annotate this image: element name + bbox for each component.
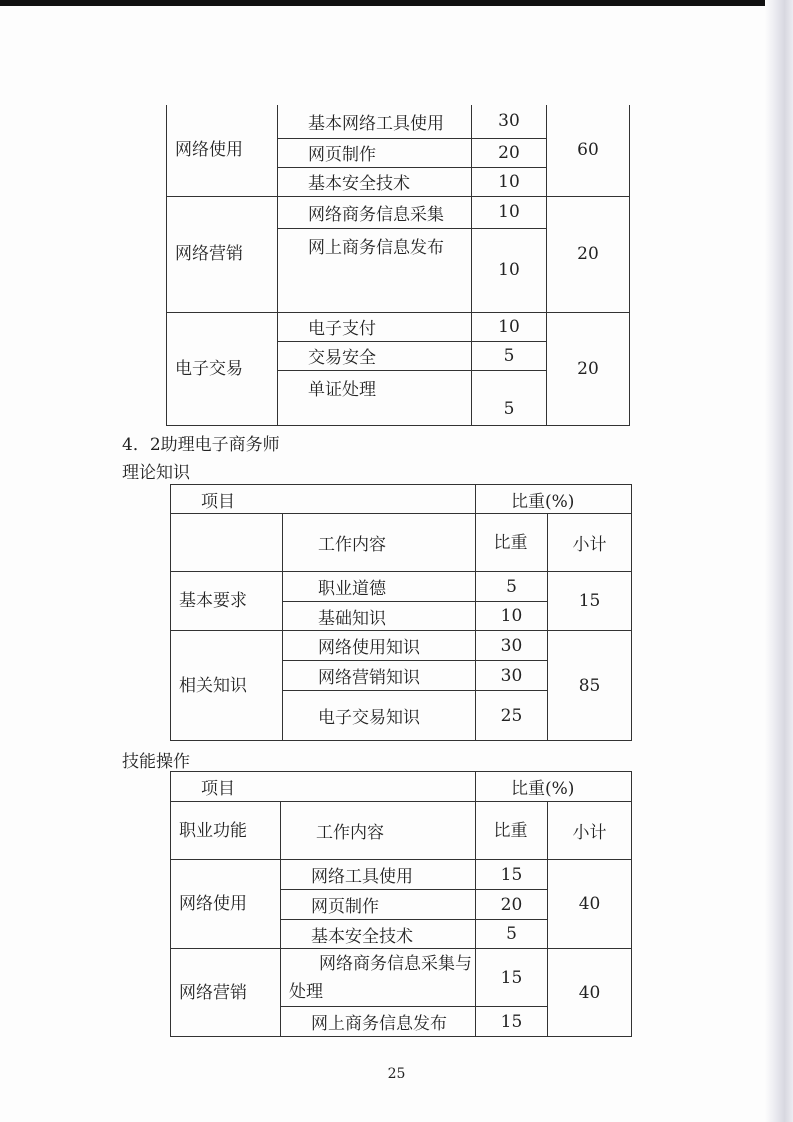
function-cell: [167, 105, 278, 196]
content-cell: 网络商务信息采集与处理: [281, 949, 476, 1007]
content-cell: 网上商务信息发布: [278, 228, 472, 312]
weight-cell: 10: [472, 228, 547, 312]
header-subtotal: 小计: [548, 802, 632, 860]
function-cell: [167, 196, 278, 312]
scan-top-border: [0, 0, 793, 6]
function-cell: [171, 860, 281, 949]
header-weight: 比重: [476, 514, 548, 572]
content-cell: 电子支付: [278, 312, 472, 341]
content-cell: 网上商务信息发布: [281, 1007, 476, 1037]
content-cell: 电子交易知识: [283, 691, 476, 741]
function-name: 网络营销: [175, 244, 243, 264]
skills-table: [170, 771, 632, 1037]
weight-cell: 10: [472, 196, 547, 228]
weight-cell: 15: [476, 949, 548, 1007]
header-item: 项目: [171, 485, 476, 514]
weight-cell: 25: [476, 691, 548, 741]
header-work-content: 工作内容: [281, 802, 476, 860]
function-name: 网络使用: [179, 894, 247, 914]
theory-label: 理论知识: [122, 463, 190, 483]
subtotal-cell: 85: [548, 631, 632, 741]
group-name: 相关知识: [179, 675, 247, 696]
header-weight-pct: 比重(%): [476, 485, 632, 514]
subtotal-cell: 20: [547, 196, 630, 312]
page-number: 25: [387, 1066, 406, 1082]
function-name: 网络营销: [179, 982, 247, 1003]
content-cell: 网页制作: [281, 890, 476, 920]
theory-table: [170, 484, 632, 741]
header-empty: [171, 514, 283, 572]
weight-cell: 30: [476, 661, 548, 691]
weight-cell: 10: [476, 602, 548, 631]
header-work-content: 工作内容: [283, 514, 476, 572]
weight-cell: 30: [472, 105, 547, 138]
skills-table-continued: [166, 105, 630, 426]
function-name: 网络使用: [175, 140, 243, 161]
scan-right-edge: [765, 0, 793, 1122]
skills-label: 技能操作: [122, 752, 190, 772]
function-cell: [171, 949, 281, 1037]
group-name: 基本要求: [179, 591, 247, 611]
function-cell: [167, 312, 278, 425]
weight-cell: 5: [472, 370, 547, 425]
weight-cell: 10: [472, 167, 547, 196]
content-cell: 基本安全技术: [281, 920, 476, 949]
section-heading: 4．2助理电子商务师: [122, 435, 280, 455]
header-item: 项目: [171, 772, 476, 802]
weight-cell: 5: [476, 920, 548, 949]
header-weight-pct: 比重(%): [476, 772, 632, 802]
function-name: 电子交易: [175, 358, 243, 379]
subtotal-cell: 60: [547, 105, 630, 196]
subtotal-cell: 20: [547, 312, 630, 425]
content-cell: 网络工具使用: [281, 860, 476, 890]
group-cell: [171, 572, 283, 631]
weight-cell: 15: [476, 1007, 548, 1037]
content-cell: 基本网络工具使用: [278, 105, 472, 138]
subtotal-cell: 40: [548, 860, 632, 949]
content-cell: 交易安全: [278, 341, 472, 370]
weight-cell: 15: [476, 860, 548, 890]
content-cell: 网页制作: [278, 138, 472, 167]
header-weight: 比重: [476, 802, 548, 860]
content-cell: 网络使用知识: [283, 631, 476, 661]
weight-cell: 30: [476, 631, 548, 661]
content-cell: 网络营销知识: [283, 661, 476, 691]
subtotal-cell: 15: [548, 572, 632, 631]
weight-cell: 5: [476, 572, 548, 602]
header-function: 职业功能: [171, 802, 281, 860]
subtotal-cell: 40: [548, 949, 632, 1037]
content-cell: 单证处理: [278, 370, 472, 425]
content-cell: 基础知识: [283, 602, 476, 631]
content-cell: 基本安全技术: [278, 167, 472, 196]
weight-cell: 10: [472, 312, 547, 341]
content-cell: 职业道德: [283, 572, 476, 602]
weight-cell: 20: [472, 138, 547, 167]
group-cell: [171, 631, 283, 741]
weight-cell: 20: [476, 890, 548, 920]
header-subtotal: 小计: [548, 514, 632, 572]
content-cell: 网络商务信息采集: [278, 196, 472, 228]
weight-cell: 5: [472, 341, 547, 370]
